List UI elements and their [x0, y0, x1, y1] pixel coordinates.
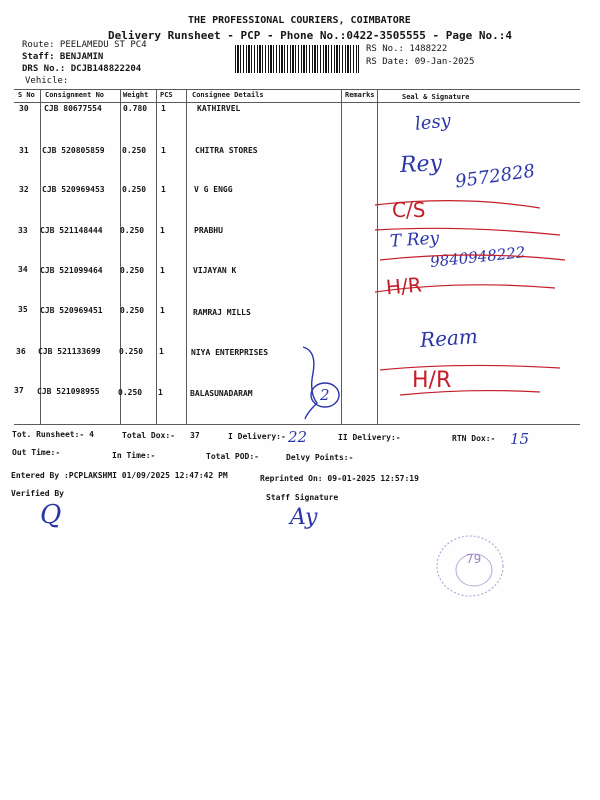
cell-consignee: BALASUNADARAM	[190, 389, 253, 398]
barcode	[235, 45, 359, 73]
route-label: Route: PEELAMEDU ST PC4	[22, 40, 147, 50]
th-consignee: Consignee Details	[192, 91, 264, 99]
col-divider	[40, 89, 41, 424]
th-remarks: Remarks	[345, 91, 375, 99]
reprinted-on: Reprinted On: 09-01-2025 12:57:19	[260, 474, 419, 483]
cell-consignee: KATHIRVEL	[197, 104, 241, 113]
cell-pcs: 1	[161, 185, 166, 194]
handwritten-signature: lesy	[414, 110, 452, 135]
th-pcs: PCS	[160, 91, 173, 99]
stamp-number: 79	[466, 552, 482, 566]
cell-weight: 0.250	[120, 226, 145, 235]
cell-sno: 30	[19, 104, 29, 113]
table-top-rule	[14, 89, 580, 90]
staff-signature-label: Staff Signature	[266, 493, 339, 502]
rtn-dox-label: RTN Dox:-	[452, 434, 496, 443]
cell-weight: 0.780	[123, 104, 148, 113]
staff-signature: Ay	[290, 505, 318, 530]
cell-sno: 34	[18, 265, 28, 274]
vehicle-label: Vehicle:	[25, 76, 69, 86]
cell-consignment: CJB 521098955	[37, 387, 100, 396]
cell-pcs: 1	[161, 146, 166, 155]
rs-date: RS Date: 09-Jan-2025	[366, 57, 475, 67]
total-pod-label: Total POD:-	[206, 452, 259, 461]
cell-pcs: 1	[160, 226, 165, 235]
th-sno: S No	[18, 91, 35, 99]
cell-weight: 0.250	[120, 266, 145, 275]
total-dox-label: Total Dox:-	[122, 431, 175, 440]
cell-consignee: RAMRAJ MILLS	[193, 308, 251, 317]
runsheet-subtitle: Delivery Runsheet - PCP - Phone No.:0422-3505555 - Page No.:4	[108, 29, 512, 42]
cell-consignee: CHITRA STORES	[195, 146, 258, 155]
handwritten-signature: Rey	[399, 150, 443, 179]
th-weight: Weight	[123, 91, 149, 99]
handwritten-signature: T Rey	[389, 228, 440, 252]
cell-pcs: 1	[159, 347, 164, 356]
cell-sno: 36	[16, 347, 26, 356]
cell-consignment: CJB 80677554	[44, 104, 102, 113]
cell-consignment: CJB 520969453	[42, 185, 105, 194]
handwritten-rtn: 15	[510, 430, 530, 448]
cell-sno: 32	[19, 185, 29, 194]
in-time-label: In Time:-	[112, 451, 156, 460]
red-marker-lines	[340, 180, 580, 410]
handwritten-hr-mark: H/R	[385, 272, 423, 300]
cell-weight: 0.250	[119, 347, 144, 356]
bracket-mark	[295, 343, 345, 423]
col-divider	[120, 89, 121, 424]
table-bottom-rule	[14, 424, 580, 425]
rs-number: RS No.: 1488222	[366, 44, 448, 54]
cell-pcs: 1	[161, 104, 166, 113]
out-time-label: Out Time:-	[12, 448, 61, 457]
handwritten-cs-mark: C/S	[392, 198, 426, 222]
cell-consignee: VIJAYAN K	[193, 266, 237, 275]
cell-pcs: 1	[160, 266, 165, 275]
handwritten-phone: 9840948222	[429, 243, 527, 271]
cell-sno: 33	[18, 226, 28, 235]
cell-consignee: PRABHU	[194, 226, 223, 235]
handwritten-circled-number: 2	[320, 386, 330, 404]
cell-sno: 37	[14, 386, 24, 395]
verified-signature: Q	[40, 500, 62, 530]
cell-sno: 31	[19, 146, 29, 155]
cell-consignment: CJB 521099464	[40, 266, 103, 275]
col-divider	[156, 89, 157, 424]
table-header-rule	[14, 102, 580, 103]
cell-weight: 0.250	[118, 388, 143, 397]
company-title: THE PROFESSIONAL COURIERS, COIMBATORE	[188, 15, 411, 26]
staff-label: Staff: BENJAMIN	[22, 52, 104, 62]
handwritten-hr-mark: H/R	[412, 368, 452, 393]
cell-consignment: CJB 521133699	[38, 347, 101, 356]
cell-weight: 0.250	[122, 185, 147, 194]
delvy-points-label: Delvy Points:-	[286, 453, 354, 462]
verified-by-label: Verified By	[11, 489, 64, 498]
cell-consignment: CJB 521148444	[40, 226, 103, 235]
cell-pcs: 1	[160, 306, 165, 315]
i-delivery-label: I Delivery:-	[228, 432, 286, 441]
cell-consignment: CJB 520969451	[40, 306, 103, 315]
cell-consignment: CJB 520805859	[42, 146, 105, 155]
cell-consignee: V G ENGG	[194, 185, 233, 194]
handwritten-phone: 9572828	[453, 160, 537, 193]
handwritten-signature: Ream	[419, 324, 479, 352]
cell-weight: 0.250	[120, 306, 145, 315]
drs-label: DRS No.: DCJB148822204	[22, 64, 142, 74]
cell-weight: 0.250	[122, 146, 147, 155]
entered-by: Entered By :PCPLAKSHMI 01/09/2025 12:47:42 PM	[11, 471, 228, 480]
handwritten-i-delivery: 22	[288, 428, 308, 446]
col-divider	[186, 89, 187, 424]
cell-pcs: 1	[158, 388, 163, 397]
tot-runsheet: Tot. Runsheet:- 4	[12, 430, 94, 439]
cell-consignee: NIYA ENTERPRISES	[191, 348, 269, 357]
th-seal-signature: Seal & Signature	[402, 93, 470, 101]
total-dox-value: 37	[190, 431, 200, 440]
th-consignment: Consignment No	[45, 91, 105, 99]
cell-sno: 35	[18, 305, 28, 314]
ii-delivery-label: II Delivery:-	[338, 433, 401, 442]
